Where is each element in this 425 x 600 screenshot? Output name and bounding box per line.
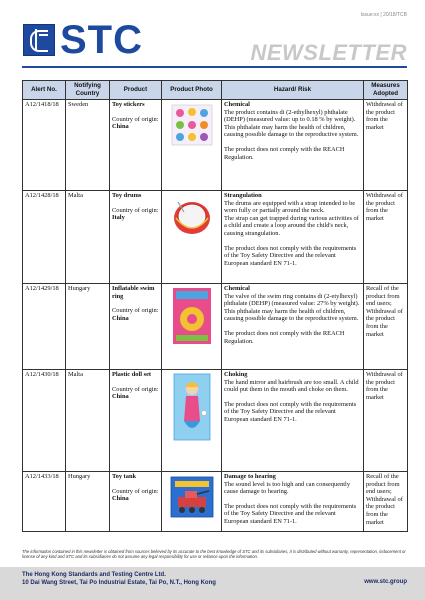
product-cell — [110, 472, 162, 532]
product-name: Plastic doll set — [112, 371, 152, 378]
hazard-description-2: This phthalate may harm the health of children, causing possible damage to the reproductive system. — [224, 123, 359, 139]
photo-cell — [162, 100, 222, 191]
toy-drum-icon — [170, 194, 214, 238]
col-header-country: Notifying Country — [66, 81, 110, 100]
product-name: Toy tank — [112, 473, 137, 480]
compliance-note: The product does not comply with the REACH Regulation. — [224, 329, 345, 345]
col-header-hazard: Hazard/ Risk — [222, 81, 364, 100]
page-header — [0, 0, 425, 70]
hazard-cell — [222, 100, 364, 191]
logo-text: STC — [60, 18, 143, 62]
col-header-photo: Product Photo — [162, 81, 222, 100]
alert-no: A12/1428/18 — [23, 191, 66, 284]
product-cell — [110, 100, 162, 191]
notifying-country: Malta — [66, 370, 110, 472]
origin-country: China — [112, 495, 129, 503]
header-divider — [22, 66, 407, 68]
origin-label: Country of origin: — [112, 115, 159, 123]
alert-no: A12/1429/18 — [23, 284, 66, 370]
col-header-alert-no: Alert No. — [23, 81, 66, 100]
hazard-cell — [222, 191, 364, 284]
hazard-description: The product contains di (2-ethylhexyl) phthalate (DEHP) (measured value: up to 0.18 % by weight). — [224, 108, 356, 124]
notifying-country: Malta — [66, 191, 110, 284]
measures-adopted: Recall of the product from end users; Withdrawal of the product from the market — [364, 472, 408, 532]
origin-label: Country of origin: — [112, 385, 159, 393]
hazard-cell — [222, 370, 364, 472]
compliance-note: The product does not comply with the requirements of the Toy Safety Directive and the relevant European standard EN 71-1. — [224, 502, 357, 525]
product-cell — [110, 284, 162, 370]
alerts-table — [22, 80, 408, 532]
company-name: The Hong Kong Standards and Testing Centre Ltd. — [22, 572, 166, 578]
table-row — [23, 100, 408, 191]
hazard-description-2: This phthalate may harm the health of children, causing possible damage to the reproductive system. — [224, 307, 359, 323]
alert-no: A12/1430/18 — [23, 370, 66, 472]
hazard-description: The sound level is too high and can consequently cause damage to hearing. — [224, 480, 351, 496]
table-header-row — [23, 81, 408, 100]
origin-country: China — [112, 123, 129, 131]
hazard-description: The hand mirror and hairbrush are too small. A child could put them in the mouth and choke on them. — [224, 378, 359, 394]
photo-cell — [162, 472, 222, 532]
measures-adopted: Recall of the product from end users; Withdrawal of the product from the market — [364, 284, 408, 370]
newsletter-title: NEWSLETTER — [250, 40, 407, 65]
table-row — [23, 191, 408, 284]
product-name: Inflatable swim ring — [112, 285, 155, 300]
hazard-title: Chemical — [224, 101, 250, 108]
compliance-note: The product does not comply with the requirements of the Toy Safety Directive and the relevant European standard EN 71-1. — [224, 400, 357, 423]
origin-country: Italy — [112, 214, 125, 222]
footer-company-block — [22, 571, 216, 587]
origin-label: Country of origin: — [112, 206, 159, 214]
hazard-title: Strangulation — [224, 192, 262, 199]
compliance-note: The product does not comply with the REACH Regulation. — [224, 145, 345, 161]
doll-package-icon — [172, 373, 212, 441]
notifying-country: Hungary — [66, 472, 110, 532]
company-address: 10 Dai Wang Street, Tai Po Industrial Estate, Tai Po, N.T., Hong Kong — [22, 580, 216, 586]
stc-logo-icon — [23, 24, 55, 56]
product-cell — [110, 191, 162, 284]
swim-ring-package-icon — [170, 287, 214, 345]
hazard-description-2: The strap can get trapped during various activities of a child and create a loop around the child's neck, causing strangulation. — [224, 214, 359, 237]
origin-country: China — [112, 314, 129, 322]
sticker-sheet-icon — [170, 103, 214, 147]
product-name: Toy drums — [112, 192, 142, 199]
origin-label: Country of origin: — [112, 487, 159, 495]
notifying-country: Sweden — [66, 100, 110, 191]
website-link[interactable]: www.stc.group — [364, 579, 407, 585]
hazard-cell — [222, 284, 364, 370]
hazard-description: The drums are equipped with a strap intended to be worn fully or partially around the neck. — [224, 199, 356, 215]
hazard-title: Chemical — [224, 285, 250, 292]
col-header-measures: Measures Adopted — [364, 81, 408, 100]
hazard-description: The valve of the swim ring contains di (2-etylhexyl) phthalate (DEHP) (measured value: 27% by weight). — [224, 292, 360, 308]
product-name: Toy stickers — [112, 101, 145, 108]
hazard-title: Damage to hearing — [224, 473, 276, 480]
product-cell — [110, 370, 162, 472]
toy-tank-package-icon — [169, 475, 215, 519]
col-header-product: Product — [110, 81, 162, 100]
disclaimer: The information contained in this newsletter is obtained from sources believed by its accurate to the best knowledge of STC and its subsidiaries, it is distributed without warranty, representation, inducement or license of any kind and STC and its subsidiaries do not assume any legal responsibility for use or reliance upon the information. — [22, 549, 406, 559]
measures-adopted: Withdrawal of the product from the market — [364, 191, 408, 284]
alert-no: A12/1418/18 — [23, 100, 66, 191]
origin-label: Country of origin: — [112, 307, 159, 315]
table-row — [23, 472, 408, 532]
photo-cell — [162, 284, 222, 370]
measures-adopted: Withdrawal of the product from the market — [364, 370, 408, 472]
table-row — [23, 370, 408, 472]
hazard-title: Choking — [224, 371, 248, 378]
measures-adopted: Withdrawal of the product from the market — [364, 100, 408, 191]
notifying-country: Hungary — [66, 284, 110, 370]
issue-number: Issue:xx | 20/18/TCB — [360, 12, 407, 18]
origin-country: China — [112, 393, 129, 401]
compliance-note: The product does not comply with the requirements of the Toy Safety Directive and the relevant European standard EN 71-1. — [224, 244, 357, 267]
hazard-cell — [222, 472, 364, 532]
table-row — [23, 284, 408, 370]
photo-cell — [162, 191, 222, 284]
alert-no: A12/1433/18 — [23, 472, 66, 532]
photo-cell — [162, 370, 222, 472]
